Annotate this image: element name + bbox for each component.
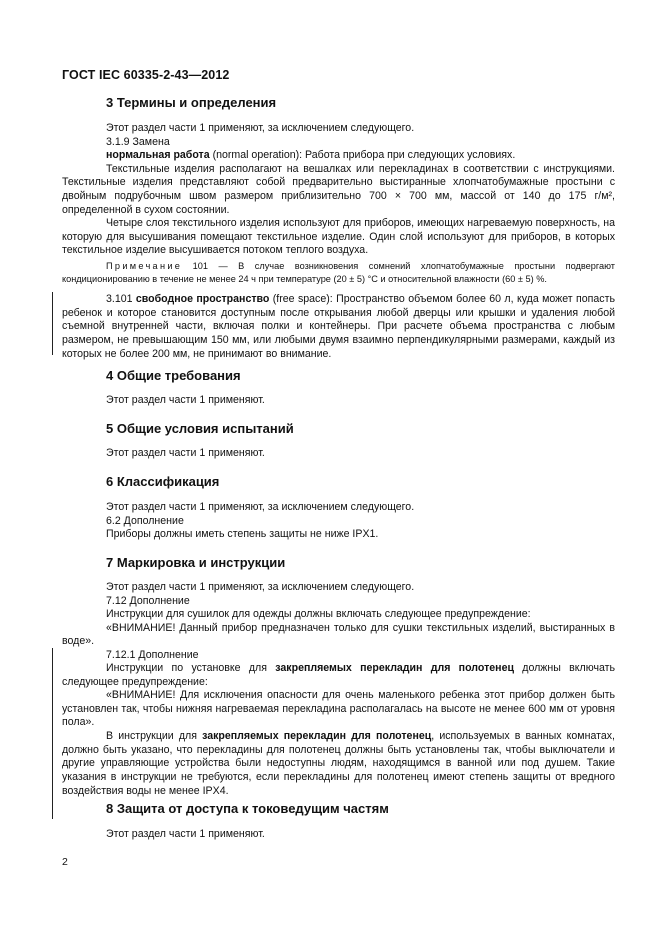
section-3-intro: Этот раздел части 1 применяют, за исключением следующего. — [106, 122, 415, 134]
section-3-sub: 3.1.9 Замена — [106, 135, 170, 148]
section-7-title: 7 Маркировка и инструкции — [106, 555, 286, 570]
section-3-paragraph-1: Текстильные изделия располагают на вешалках или перекладинах в соответствии с инструкциями. Текстильные изделия представляют собой предварительно выстиранные хлопчатобумажные простыни с двойным подрубочным швом размером приблизительно 700 × 700 мм, массой от 140 до 175 г/м², определенной в сухом состоянии. — [62, 162, 615, 216]
definition-free-space: 3.101 свободное пространство (free space): Пространство объемом более 60 л, куда может попасть ребенок и которое становится доступным после открывания любой дверцы или крышки и удаления любой съемной внутренней части, включая полки и контейнеры. При расчете объема пространства с любым размером, не превышающим 150 мм, или любыми двумя взаимно перпендикулярными размерами, каждый из которых не более 200 мм, не принимают во внимание. — [62, 293, 615, 360]
section-7-sub: 7.12 Дополнение — [106, 594, 190, 607]
section-7-paragraph-1: Инструкции для сушилок для одежды должны включать следующее предупреждение: — [106, 608, 531, 620]
section-6-text: Приборы должны иметь степень защиты не ниже IPX1. — [106, 528, 379, 540]
section-7-warning-2: «ВНИМАНИЕ! Для исключения опасности для очень маленького ребенка этот прибор должен быть установлен так, чтобы нижняя нагреваемая перекладина располагалась на высоте не менее 600 мм от уровня пола». — [62, 689, 615, 729]
section-7-intro: Этот раздел части 1 применяют, за исключением следующего. — [106, 581, 415, 593]
section-3-title: 3 Термины и определения — [106, 95, 277, 110]
section-3-paragraph-2: Четыре слоя текстильного изделия используют для приборов, имеющих нагреваемую поверхность, на которую для высушивания помещают текстильное изделие. Один слой используют для приборов, в которых текстильное изделие высушивается потоком теплого воздуха. — [62, 217, 615, 257]
section-6-title: 6 Классификация — [106, 474, 220, 489]
change-bar — [52, 292, 53, 355]
section-7-sub-2: 7.12.1 Дополнение — [106, 648, 199, 661]
document-header: ГОСТ IEC 60335-2-43—2012 — [62, 68, 230, 82]
change-bar — [52, 648, 53, 819]
section-7-paragraph-3: Инструкции по установке для закрепляемых перекладин для полотенец должны включать следующее предупреждение: — [62, 662, 615, 688]
section-6-intro: Этот раздел части 1 применяют, за исключением следующего. — [106, 501, 415, 513]
section-4-title: 4 Общие требования — [106, 368, 241, 383]
section-6-sub: 6.2 Дополнение — [106, 514, 184, 527]
section-3-note: Примечание 101 — В случае возникновения сомнений хлопчатобумажные простыни подвергают кондиционированию в течение не менее 24 ч при температуре (20 ± 5) °С и относительной влажности (60 ± 5) %. — [62, 261, 615, 284]
section-8-title: 8 Защита от доступа к токоведущим частям — [106, 801, 389, 816]
section-7-warning-1: «ВНИМАНИЕ! Данный прибор предназначен только для сушки текстильных изделий, выстиранных в воде». — [62, 621, 615, 648]
section-5-title: 5 Общие условия испытаний — [106, 421, 294, 436]
section-7-paragraph-5: В инструкции для закрепляемых перекладин для полотенец, используемых в ванных комнатах, должно быть указано, что перекладины для полотенец должны быть установлены так, чтобы выключатели и другие управляющие устройства были недоступны людям, находящимся в ванной или под душем. Такие указания в инструкции не требуются, если перекладины для полотенец имеют степень защиты от вредного воздействия воды не менее IPX4. — [62, 730, 615, 797]
section-5-text: Этот раздел части 1 применяют. — [106, 447, 265, 459]
section-4-text: Этот раздел части 1 применяют. — [106, 394, 265, 406]
section-8-text: Этот раздел части 1 применяют. — [106, 828, 265, 840]
term-normal-operation: нормальная работа (normal operation): Работа прибора при следующих условиях. — [106, 149, 516, 161]
page-number: 2 — [62, 856, 68, 868]
